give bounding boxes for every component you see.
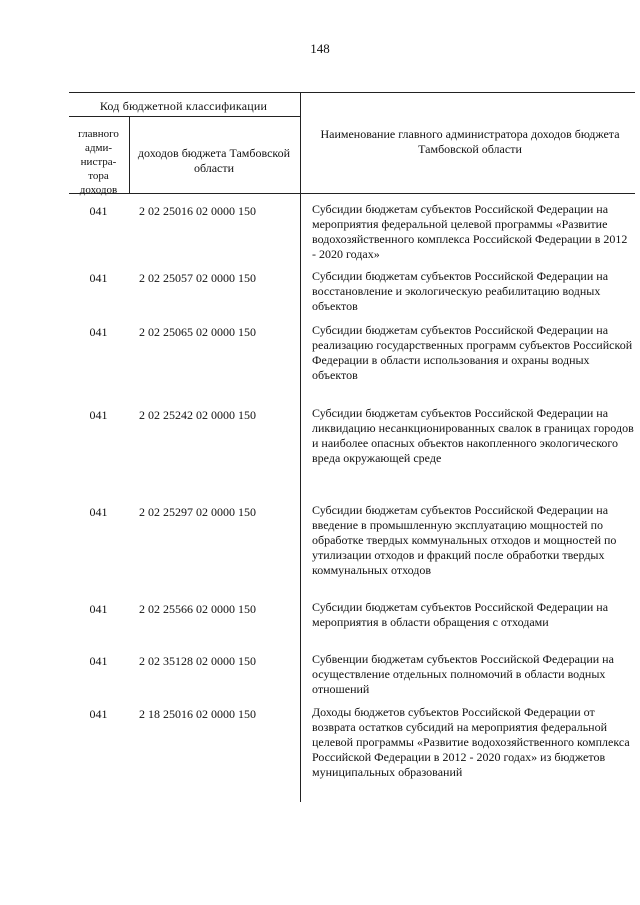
- admin-code: 041: [89, 204, 108, 218]
- revenue-name: Субсидии бюджетам субъектов Российской Федерации на восстановление и экологическую реабилитацию водных объектов: [312, 269, 609, 313]
- admin-code: 041: [89, 408, 108, 422]
- column-divider-2: [300, 92, 301, 802]
- header-budget-revenue: доходов бюджета Тамбовской области: [137, 146, 291, 175]
- page-number: 148: [310, 41, 330, 56]
- admin-code: 041: [89, 707, 108, 721]
- admin-code: 041: [89, 271, 108, 285]
- header-chief-admin: главного адми-нистра-тора доходов: [78, 128, 119, 196]
- table-top-border: [69, 92, 635, 93]
- admin-code: 041: [89, 505, 108, 519]
- revenue-code: 2 02 35128 02 0000 150: [139, 654, 256, 668]
- revenue-code: 2 02 25297 02 0000 150: [139, 505, 256, 519]
- header-admin-name: Наименование главного администратора доходов бюджета Тамбовской области: [320, 127, 620, 156]
- admin-code: 041: [89, 654, 108, 668]
- revenue-name: Субвенции бюджетам субъектов Российской Федерации на осуществление отдельных полномочий в области водных отношений: [312, 652, 614, 696]
- revenue-name: Субсидии бюджетам субъектов Российской Федерации на реализацию государственных программ субъектов Российской Федерации в области использования и охраны водных объектов: [312, 323, 633, 382]
- header-subdivider: [69, 116, 300, 117]
- revenue-name: Субсидии бюджетам субъектов Российской Федерации на введение в промышленную эксплуатацию мощностей по обработке твердых коммунальных отходов и мощностей по утилизации отходов и фракций после обработки твердых коммунальных отходов: [312, 503, 617, 577]
- revenue-name: Доходы бюджетов субъектов Российской Федерации от возврата остатков субсидий на мероприятия федеральной целевой программы «Развитие водохозяйственного комплекса Российской Федерации в 2012 - 2020 годах» из бюджетов муниципальных образований: [312, 705, 630, 779]
- admin-code: 041: [89, 325, 108, 339]
- revenue-name: Субсидии бюджетам субъектов Российской Федерации на ликвидацию несанкционированных свалок в границах городов и наиболее опасных объектов накопленного экологического вреда окружающей среде: [312, 406, 634, 465]
- revenue-name: Субсидии бюджетам субъектов Российской Федерации на мероприятия федеральной целевой программы «Развитие водохозяйственного комплекса Российской Федерации в 2012 - 2020 годах»: [312, 202, 628, 261]
- revenue-name: Субсидии бюджетам субъектов Российской Федерации на мероприятия в области обращения с отходами: [312, 600, 609, 629]
- revenue-code: 2 02 25566 02 0000 150: [139, 602, 256, 616]
- revenue-code: 2 02 25065 02 0000 150: [139, 325, 256, 339]
- revenue-code: 2 02 25057 02 0000 150: [139, 271, 256, 285]
- header-bottom-border: [69, 193, 635, 194]
- column-divider-1: [129, 116, 130, 194]
- revenue-code: 2 02 25242 02 0000 150: [139, 408, 256, 422]
- revenue-code: 2 02 25016 02 0000 150: [139, 204, 256, 218]
- revenue-code: 2 18 25016 02 0000 150: [139, 707, 256, 721]
- header-budget-code: Код бюджетной классификации: [99, 99, 268, 113]
- admin-code: 041: [89, 602, 108, 616]
- budget-classification-table: [69, 92, 635, 802]
